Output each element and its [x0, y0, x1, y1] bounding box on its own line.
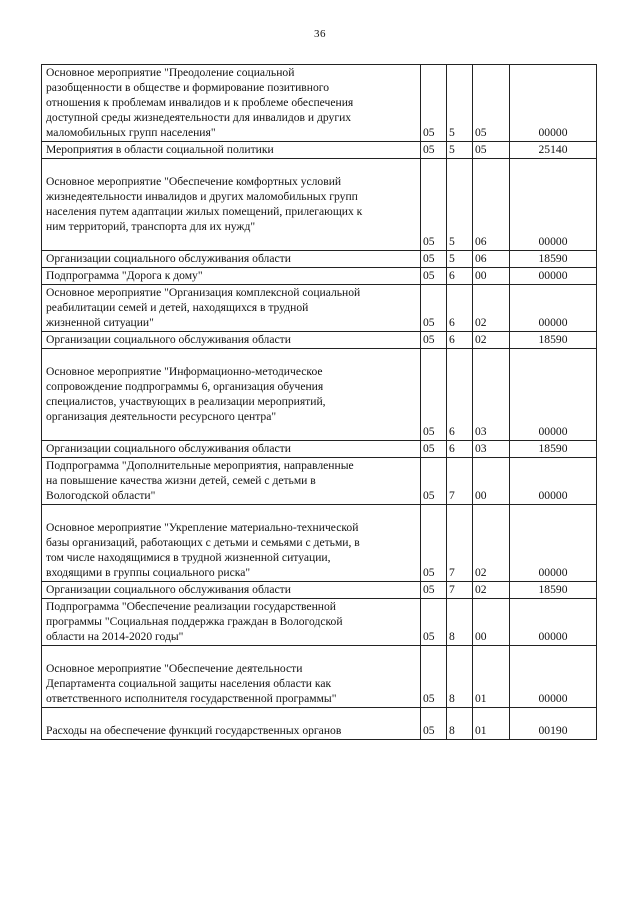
subsection-code-cell: 5	[447, 159, 473, 251]
target-article-code-cell: 18590	[510, 251, 597, 268]
item-code-cell: 01	[473, 708, 510, 740]
subsection-code-cell: 6	[447, 285, 473, 332]
target-article-code-cell: 25140	[510, 142, 597, 159]
table-row	[42, 646, 597, 708]
section-code-cell: 05	[421, 582, 447, 599]
item-code-cell: 06	[473, 251, 510, 268]
row-name-line: Основное мероприятие "Организация комплексной социальной	[46, 286, 361, 299]
row-name-cell	[42, 65, 421, 142]
table-row	[42, 349, 597, 441]
target-article-code-cell: 00190	[510, 708, 597, 740]
subsection-code-cell: 7	[447, 458, 473, 505]
row-name-cell	[42, 251, 421, 268]
section-code-cell: 05	[421, 65, 447, 142]
table-row	[42, 142, 597, 159]
item-code-cell: 03	[473, 349, 510, 441]
subsection-code-cell: 8	[447, 708, 473, 740]
target-article-code-cell: 00000	[510, 65, 597, 142]
table-row	[42, 332, 597, 349]
subsection-code-cell: 7	[447, 505, 473, 582]
row-name-line	[46, 234, 417, 249]
row-name-line	[46, 646, 417, 661]
table-row	[42, 285, 597, 332]
row-name-line: сопровождение подпрограммы 6, организация обучения	[46, 380, 324, 393]
row-name-cell	[42, 458, 421, 505]
row-name-line: доступной среды жизнедеятельности для инвалидов и других	[46, 111, 352, 124]
target-article-code-cell: 00000	[510, 505, 597, 582]
row-name-line: реабилитации семей и детей, находящихся в трудной	[46, 301, 309, 314]
row-name-line: Мероприятия в области социальной политики	[46, 143, 274, 156]
row-name-line: Организации социального обслуживания области	[46, 333, 291, 346]
target-article-code-cell: 18590	[510, 582, 597, 599]
table-row	[42, 505, 597, 582]
item-code-cell: 00	[473, 599, 510, 646]
row-name-line: базы организаций, работающих с детьми и семьями с детьми, в	[46, 536, 360, 549]
target-article-code-cell: 00000	[510, 159, 597, 251]
row-name-line: специалистов, участвующих в реализации мероприятий,	[46, 395, 326, 408]
table-row	[42, 251, 597, 268]
row-name-cell	[42, 599, 421, 646]
row-name-line: Подпрограмма "Обеспечение реализации государственной	[46, 600, 336, 613]
row-name-line: организация деятельности ресурсного центра"	[46, 410, 277, 423]
target-article-code-cell: 00000	[510, 458, 597, 505]
row-name-cell	[42, 332, 421, 349]
item-code-cell: 02	[473, 332, 510, 349]
table-row	[42, 458, 597, 505]
section-code-cell: 05	[421, 159, 447, 251]
subsection-code-cell: 6	[447, 441, 473, 458]
row-name-cell	[42, 268, 421, 285]
item-code-cell: 02	[473, 505, 510, 582]
row-name-line: Основное мероприятие "Укрепление материально-технической	[46, 521, 359, 534]
subsection-code-cell: 6	[447, 268, 473, 285]
row-name-cell	[42, 646, 421, 708]
row-name-line: жизнедеятельности инвалидов и других маломобильных групп	[46, 190, 358, 203]
row-name-cell	[42, 349, 421, 441]
section-code-cell: 05	[421, 349, 447, 441]
section-code-cell: 05	[421, 285, 447, 332]
row-name-cell	[42, 441, 421, 458]
row-name-line: населения путем адаптации жилых помещений, прилегающих к	[46, 205, 363, 218]
row-name-line: том числе находящимися в трудной жизненной ситуации,	[46, 551, 331, 564]
row-name-line: области на 2014-2020 годы"	[46, 630, 184, 643]
row-name-line: Расходы на обеспечение функций государственных органов	[46, 724, 342, 737]
row-name-line: Организации социального обслуживания области	[46, 583, 291, 596]
table-row	[42, 599, 597, 646]
row-name-line: Вологодской области"	[46, 489, 156, 502]
target-article-code-cell: 18590	[510, 441, 597, 458]
item-code-cell: 06	[473, 159, 510, 251]
section-code-cell: 05	[421, 505, 447, 582]
target-article-code-cell: 00000	[510, 349, 597, 441]
budget-table-body	[42, 65, 597, 740]
subsection-code-cell: 8	[447, 599, 473, 646]
item-code-cell: 05	[473, 65, 510, 142]
row-name-line: Основное мероприятие "Обеспечение комфортных условий	[46, 175, 342, 188]
row-name-cell	[42, 142, 421, 159]
row-name-line: маломобильных групп населения"	[46, 126, 216, 139]
row-name-line: Департамента социальной защиты населения области как	[46, 677, 332, 690]
subsection-code-cell: 5	[447, 65, 473, 142]
row-name-line: ответственного исполнителя государственной программы"	[46, 692, 337, 705]
row-name-line	[46, 349, 417, 364]
row-name-cell	[42, 708, 421, 740]
row-name-line: Организации социального обслуживания области	[46, 442, 291, 455]
row-name-line	[46, 424, 417, 439]
item-code-cell: 00	[473, 458, 510, 505]
row-name-line: входящими в группы социального риска"	[46, 566, 251, 579]
row-name-line	[46, 159, 417, 174]
table-row	[42, 268, 597, 285]
row-name-cell	[42, 159, 421, 251]
row-name-line: на повышение качества жизни детей, семей с детьми в	[46, 474, 316, 487]
row-name-line: разобщенности в обществе и формирование позитивного	[46, 81, 330, 94]
row-name-line	[46, 505, 417, 520]
table-row	[42, 582, 597, 599]
target-article-code-cell: 00000	[510, 268, 597, 285]
subsection-code-cell: 8	[447, 646, 473, 708]
row-name-line: Подпрограмма "Дополнительные мероприятия, направленные	[46, 459, 354, 472]
section-code-cell: 05	[421, 599, 447, 646]
item-code-cell: 00	[473, 268, 510, 285]
subsection-code-cell: 5	[447, 251, 473, 268]
table-row	[42, 65, 597, 142]
subsection-code-cell: 6	[447, 349, 473, 441]
section-code-cell: 05	[421, 332, 447, 349]
row-name-line: Основное мероприятие "Преодоление социальной	[46, 66, 295, 79]
row-name-line: Подпрограмма "Дорога к дому"	[46, 269, 203, 282]
table-row	[42, 708, 597, 740]
target-article-code-cell: 18590	[510, 332, 597, 349]
row-name-line: жизненной ситуации"	[46, 316, 154, 329]
subsection-code-cell: 5	[447, 142, 473, 159]
section-code-cell: 05	[421, 268, 447, 285]
row-name-line: Организации социального обслуживания области	[46, 252, 291, 265]
row-name-line: Основное мероприятие "Обеспечение деятельности	[46, 662, 303, 675]
target-article-code-cell: 00000	[510, 599, 597, 646]
row-name-cell	[42, 505, 421, 582]
item-code-cell: 03	[473, 441, 510, 458]
row-name-line: ним территорий, транспорта для их нужд"	[46, 220, 256, 233]
section-code-cell: 05	[421, 441, 447, 458]
section-code-cell: 05	[421, 251, 447, 268]
section-code-cell: 05	[421, 142, 447, 159]
item-code-cell: 05	[473, 142, 510, 159]
item-code-cell: 02	[473, 285, 510, 332]
budget-table	[41, 64, 597, 740]
table-row	[42, 159, 597, 251]
item-code-cell: 01	[473, 646, 510, 708]
subsection-code-cell: 7	[447, 582, 473, 599]
row-name-line: Основное мероприятие "Информационно-методическое	[46, 365, 323, 378]
section-code-cell: 05	[421, 708, 447, 740]
row-name-line: программы "Социальная поддержка граждан в Вологодской	[46, 615, 343, 628]
table-row	[42, 441, 597, 458]
row-name-line	[46, 708, 417, 723]
section-code-cell: 05	[421, 458, 447, 505]
item-code-cell: 02	[473, 582, 510, 599]
target-article-code-cell: 00000	[510, 646, 597, 708]
page-number: 36	[314, 28, 326, 40]
subsection-code-cell: 6	[447, 332, 473, 349]
row-name-line: отношения к проблемам инвалидов и к проблеме обеспечения	[46, 96, 354, 109]
section-code-cell: 05	[421, 646, 447, 708]
row-name-cell	[42, 582, 421, 599]
target-article-code-cell: 00000	[510, 285, 597, 332]
row-name-cell	[42, 285, 421, 332]
